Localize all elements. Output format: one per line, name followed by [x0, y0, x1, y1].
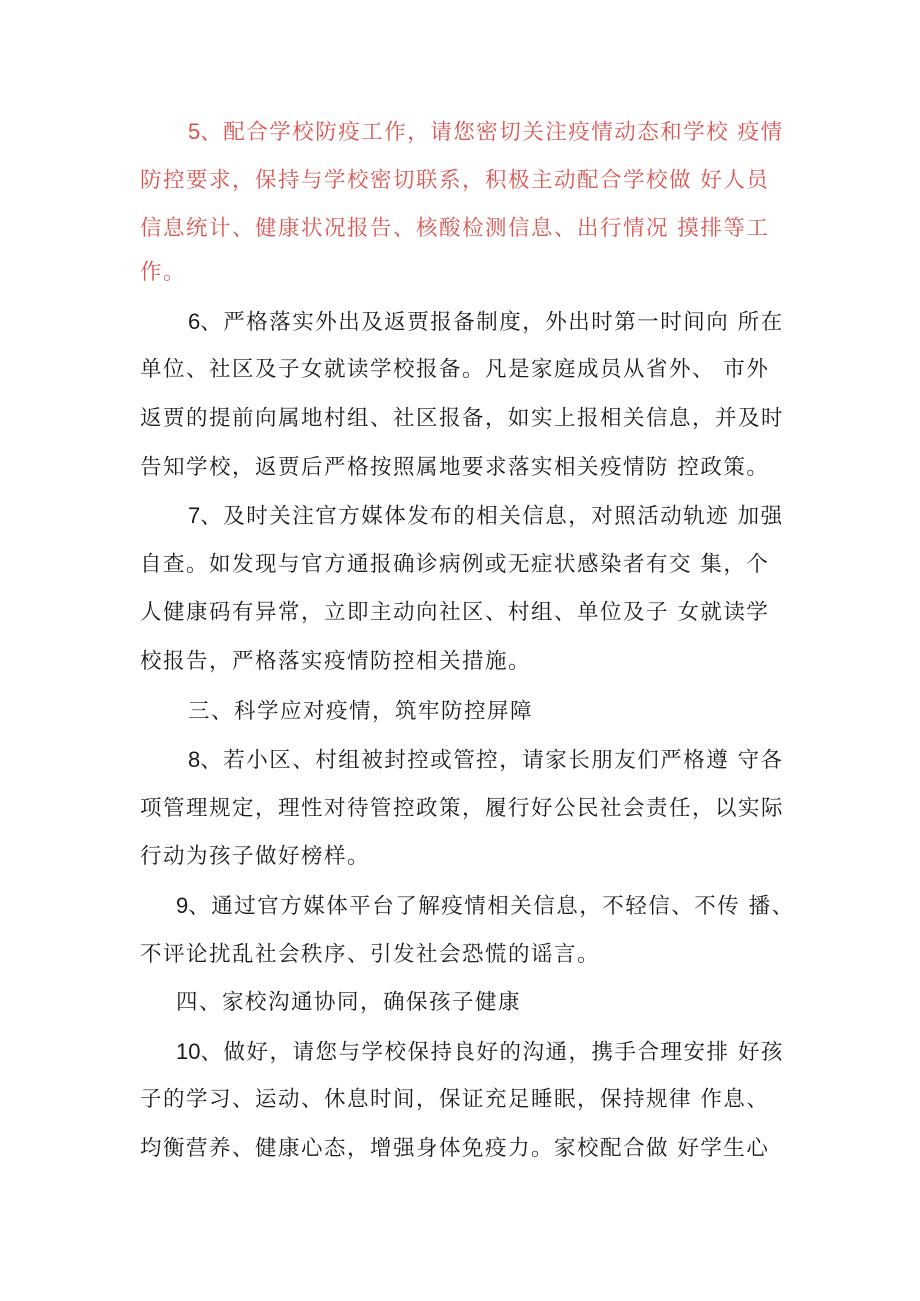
para-10-line-2: 子的学习、运动、休息时间，保证充足睡眠，保持规律 作息、	[140, 1087, 770, 1112]
para-6-line-1	[188, 307, 784, 338]
para-10-number: 10	[176, 1039, 201, 1064]
para-8-line-2: 项管理规定，理性对待管控政策，履行好公民社会责任，以实际	[140, 796, 785, 821]
para-8-line-3: 行动为孩子做好榜样。	[140, 844, 371, 869]
para-7-text: 、及时关注官方媒体发布的相关信息，对照活动轨迹 加强	[200, 504, 784, 529]
para-7-line-2: 自查。如发现与官方通报确诊病例或无症状感染者有交 集，个	[140, 552, 770, 577]
para-10-text: 、做好，请您与学校保持良好的沟通，携手合理安排 好孩	[200, 1040, 784, 1065]
para-9-text: 、通过官方媒体平台了解疫情相关信息，不轻信、不传 播、	[188, 894, 795, 919]
para-9-line-2: 不评论扰乱社会秩序、引发社会恐慌的谣言。	[140, 942, 601, 967]
para-9-number: 9	[176, 893, 189, 918]
para-6-line-4: 告知学校，返贾后严格按照属地要求落实相关疫情防 控政策。	[140, 455, 770, 480]
para-6-number: 6	[188, 309, 201, 334]
para-7-line-1	[188, 501, 784, 532]
para-6-text: 、严格落实外出及返贾报备制度，外出时第一时间向 所在	[200, 310, 784, 335]
para-8-text: 、若小区、村组被封控或管控，请家长朋友们严格遵 守各	[200, 748, 784, 773]
para-5-text: 、配合学校防疫工作，请您密切关注疫情动态和学校 疫情	[200, 120, 784, 145]
para-7-number: 7	[188, 503, 201, 528]
para-7-line-4: 校报告，严格落实疫情防控相关措施。	[140, 649, 532, 674]
para-6-line-3: 返贾的提前向属地村组、社区报备，如实上报相关信息，并及时	[140, 406, 785, 431]
para-5-line-4: 作。	[140, 260, 187, 285]
para-7-line-3: 人健康码有异常，立即主动向社区、村组、单位及子 女就读学	[140, 600, 770, 625]
para-9-line-1	[176, 891, 795, 922]
para-5-line-2: 防控要求，保持与学校密切联系，积极主动配合学校做 好人员	[140, 168, 770, 193]
para-8-line-1	[188, 745, 784, 776]
para-5-line-1	[188, 117, 784, 148]
para-5-line-3: 信息统计、健康状况报告、核酸检测信息、出行情况 摸排等工	[140, 216, 770, 241]
para-6-line-2: 单位、社区及子女就读学校报备。凡是家庭成员从省外、 市外	[140, 357, 770, 382]
para-8-number: 8	[188, 747, 201, 772]
para-5-number: 5	[188, 119, 201, 144]
para-10-line-3: 均衡营养、健康心态，增强身体免疫力。家校配合做 好学生心	[140, 1136, 770, 1161]
para-10-line-1	[176, 1037, 784, 1068]
section-heading-3: 三、科学应对疫情，筑牢防控屏障	[188, 699, 534, 724]
section-heading-4: 四、家校沟通协同，确保孩子健康	[176, 990, 522, 1015]
